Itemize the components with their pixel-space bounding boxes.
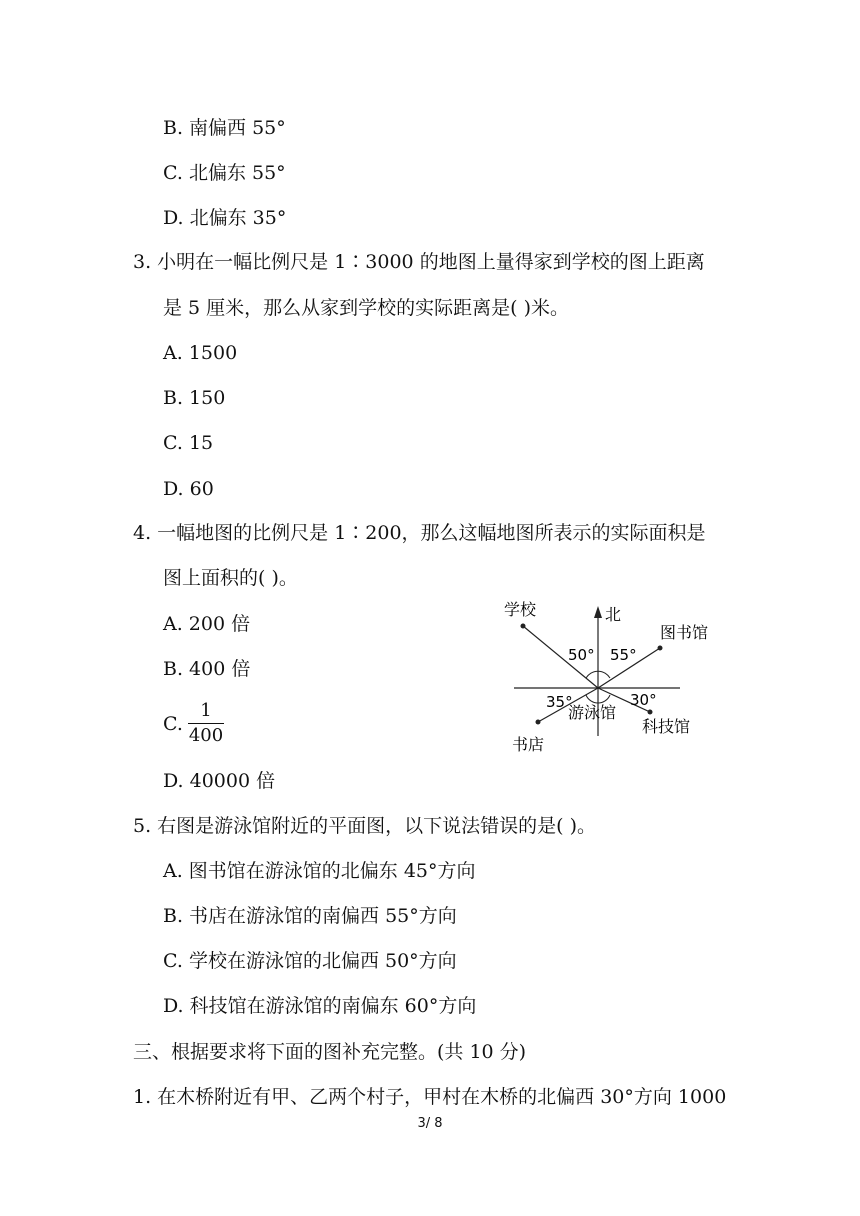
q4-option-c-fraction: [188, 700, 224, 747]
q4-option-b: B. 400 倍: [163, 658, 251, 680]
q2-option-c: C. 北偏东 55°: [163, 162, 286, 184]
q2-option-b: B. 南偏西 55°: [163, 117, 286, 139]
q5-option-c: C. 学校在游泳馆的北偏西 50°方向: [163, 950, 457, 972]
angle-library-label: 55°: [610, 646, 637, 664]
angle-school-label: 50°: [568, 646, 595, 664]
q5-option-a: A. 图书馆在游泳馆的北偏东 45°方向: [163, 860, 476, 882]
tech-museum-label: 科技馆: [642, 717, 691, 736]
angle-bookstore-label: 35°: [546, 693, 573, 711]
fraction-bar: [188, 723, 224, 724]
q3-option-a: A. 1500: [163, 342, 238, 364]
q4-option-a: A. 200 倍: [163, 613, 251, 635]
school-label: 学校: [504, 600, 537, 619]
bookstore-label: 书店: [512, 735, 545, 754]
fraction-numerator: 1: [200, 700, 212, 721]
q3-stem-line1: 3. 小明在一幅比例尺是 1∶3000 的地图上量得家到学校的图上距离: [133, 251, 705, 273]
q4-option-d: D. 40000 倍: [163, 770, 276, 792]
q4-option-c-label: C.: [163, 713, 183, 735]
section-3-title: 三、根据要求将下面的图补充完整。(共 10 分): [133, 1041, 527, 1063]
school-point: [521, 624, 526, 629]
q3-option-b: B. 150: [163, 387, 226, 409]
fraction-denominator: 400: [188, 725, 224, 746]
q5-stem: 5. 右图是游泳馆附近的平面图，以下说法错误的是( )。: [133, 815, 597, 837]
library-point: [658, 646, 663, 651]
bookstore-point: [536, 720, 541, 725]
page-number: 3/ 8: [417, 1116, 443, 1131]
library-label: 图书馆: [660, 623, 709, 642]
north-label: 北: [605, 605, 622, 624]
north-arrow-icon: [594, 606, 602, 618]
q5-option-d: D. 科技馆在游泳馆的南偏东 60°方向: [163, 995, 477, 1017]
q3-option-c: C. 15: [163, 432, 214, 454]
q2-option-d: D. 北偏东 35°: [163, 207, 287, 229]
q3-option-d: D. 60: [163, 478, 214, 500]
tech-museum-point: [648, 710, 653, 715]
angle-tech-label: 30°: [630, 691, 657, 709]
q4-stem-line2: 图上面积的( )。: [163, 567, 298, 589]
section-3-q1-line1: 1. 在木桥附近有甲、乙两个村子，甲村在木桥的北偏西 30°方向 1000: [133, 1086, 727, 1108]
q5-option-b: B. 书店在游泳馆的南偏西 55°方向: [163, 905, 457, 927]
q4-stem-line1: 4. 一幅地图的比例尺是 1∶200，那么这幅地图所表示的实际面积是: [133, 522, 706, 544]
pool-direction-diagram: [500, 598, 740, 758]
pool-label: 游泳馆: [568, 703, 617, 722]
q3-stem-line2: 是 5 厘米，那么从家到学校的实际距离是( )米。: [163, 297, 570, 319]
